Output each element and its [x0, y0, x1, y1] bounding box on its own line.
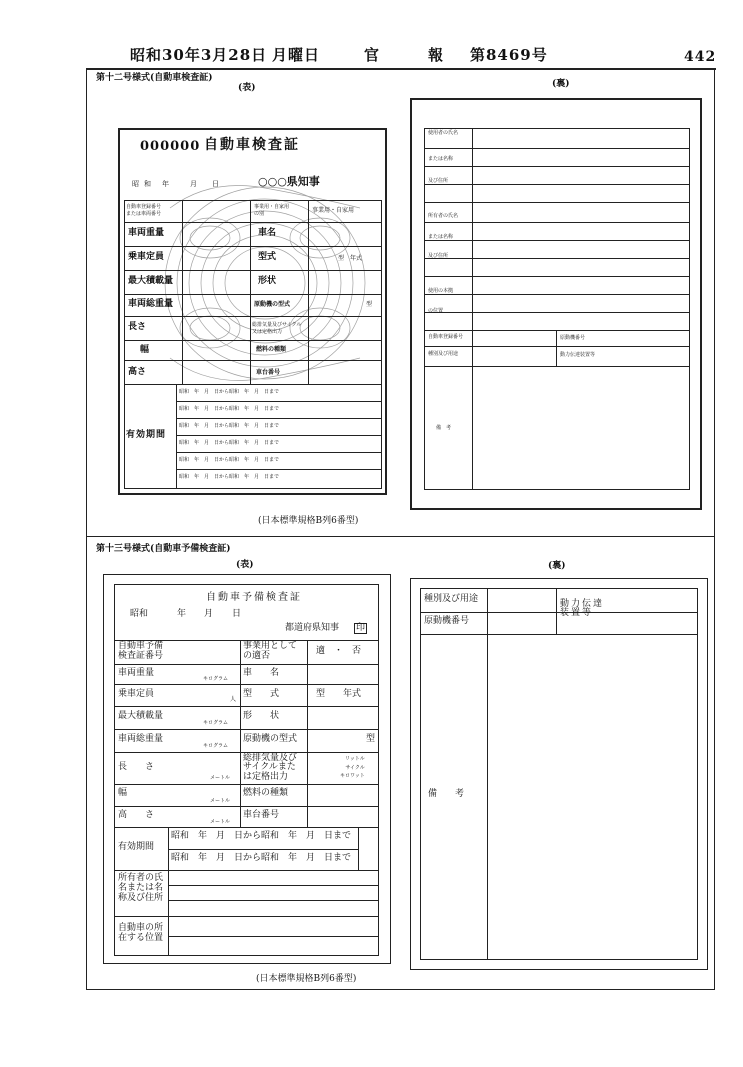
form13-row-4-left: 最大積載量: [118, 711, 164, 721]
form12-issuer: ○○○県知事: [258, 175, 320, 188]
form13-owner-label: 所有者の氏 名または名 称及び住所: [118, 873, 164, 903]
form13-row-6-mid: 総排気量及び サイクルまた は定格出力: [243, 753, 298, 782]
form12-back-vline: [472, 128, 473, 490]
form13-row-5-unit: キログラム: [203, 743, 228, 749]
form13-back-kind: 種別及び用途: [424, 594, 479, 604]
form12-date-4: 月: [190, 180, 197, 188]
form13-loc-line-1: [168, 936, 379, 937]
form12-back-h12: [424, 346, 690, 347]
section-divider: [86, 536, 715, 537]
form13-grid-v1: [240, 640, 241, 827]
form13-back-engine: 原動機番号: [424, 616, 470, 626]
form13-back-v2: [556, 588, 557, 634]
form13-row-6-left: 長 さ: [118, 762, 155, 772]
form12-back-h8: [424, 276, 690, 277]
form13-date-4: 日: [232, 609, 242, 619]
form13-validity-1: 昭和 年 月 日から昭和 年 月 日まで: [171, 831, 352, 841]
form13-grid-h10: [168, 849, 358, 850]
form12-grid-v5: [381, 200, 382, 488]
form13-row-4-unit: キログラム: [203, 720, 228, 726]
form12-footer: (日本標準規格B列6番型): [258, 516, 359, 526]
form12-back-h2: [424, 166, 690, 167]
form13-row-8-mid: 車台番号: [243, 810, 280, 820]
form12-back-h10: [424, 312, 690, 313]
outer-frame-top: [86, 68, 716, 70]
form13-row-3-right: 型 年式: [316, 689, 362, 699]
form12-date-2: 和: [144, 180, 151, 188]
form12-grid-h5: [124, 294, 382, 295]
form12-row-2-mid: 車名: [258, 228, 277, 238]
form12-date-3: 年: [162, 180, 169, 188]
form12-validity-3: 昭和 年 月 日から昭和 年 月 日まで: [179, 423, 280, 429]
form12-row-3-mid: 型式: [258, 252, 277, 262]
form12-row-8-left: 高さ: [128, 367, 147, 377]
form12-grid-v1: [124, 200, 125, 488]
form12-date-5: 日: [212, 180, 219, 188]
form12-back-notes: 備 考: [436, 425, 452, 431]
header-page: 442: [684, 49, 717, 65]
form12-row-1-right: 事業用・自家用: [312, 207, 355, 214]
form12-grid-h10: [124, 488, 382, 489]
form12-row-5-right: 型: [366, 301, 373, 308]
form12-back-h3: [424, 184, 690, 185]
form12-back-h6: [424, 240, 690, 241]
form12-back-row-7: 使用の本拠: [428, 288, 454, 294]
form13-row-7-mid: 燃料の種類: [243, 788, 289, 798]
form13-row-1-right: 適 ・ 否: [316, 646, 362, 656]
form12-back-row-2: または名称: [428, 156, 454, 162]
form12-back-vmid: [556, 330, 557, 366]
form12-back-h5: [424, 222, 690, 223]
form13-row-8-unit: メートル: [210, 819, 231, 825]
form12-back-row-3: 及び住所: [428, 178, 449, 184]
form12-grid-v6: [176, 384, 177, 488]
form12-back-row-4: 所有者の氏名: [428, 213, 459, 219]
header-weekday: 月曜日: [272, 46, 321, 64]
form12-title: 第十二号様式(自動車検査証): [96, 73, 213, 83]
form12-validity-label: 有効期間: [126, 430, 167, 440]
form12-grid-v3: [250, 200, 251, 384]
form13-row-7-left: 幅: [118, 788, 128, 798]
form12-cert-number: 000000: [140, 139, 201, 154]
form12-validity-6: 昭和 年 月 日から昭和 年 月 日まで: [179, 474, 280, 480]
form13-row-1-left: 自動車予備 検査証番号: [118, 641, 164, 661]
form13-row-1-mid: 事業用として の適否: [243, 641, 298, 661]
form12-row-5-mid: 原動機の型式: [254, 301, 291, 308]
form13-row-2-mid: 車 名: [243, 668, 280, 678]
form13-row-5-right: 型: [366, 734, 376, 744]
form13-date-1: 昭和: [130, 609, 149, 619]
form12-validity-5: 昭和 年 月 日から昭和 年 月 日まで: [179, 457, 280, 463]
form13-grid-h5: [114, 729, 379, 730]
form12-back-row-8: の位置: [428, 308, 444, 314]
form12-row-3-right: 型 年式: [338, 255, 363, 262]
form13-grid-h7: [114, 784, 379, 785]
form12-row-1-left: 自動車登録番号 または車両番号: [126, 204, 162, 217]
form13-grid-h3: [114, 684, 379, 685]
outer-frame-left: [86, 68, 87, 990]
form12-back-table: [424, 128, 690, 490]
form13-back-power: 動力伝達 装置等: [560, 599, 605, 619]
header-gazette: 官: [364, 46, 381, 64]
form13-back-table: [420, 588, 698, 960]
form12-grid-h4: [124, 270, 382, 271]
form13-row-8-left: 高 さ: [118, 810, 155, 820]
form13-back-h2: [420, 634, 698, 635]
form12-back-power: 動力伝達装置等: [560, 352, 596, 358]
form13-date-3: 月: [204, 609, 214, 619]
form12-back-row-6: 及び住所: [428, 253, 449, 259]
form12-validity-line-2: [176, 418, 382, 419]
form13-row-2-unit: キログラム: [203, 676, 228, 682]
form12-row-8-mid: 車台番号: [256, 369, 281, 376]
form12-back-h4: [424, 202, 690, 203]
form12-grid-h3: [124, 246, 382, 247]
form13-location-label: 自動車の所 在する位置: [118, 923, 164, 943]
form13-back-h1: [420, 612, 698, 613]
outer-frame-right: [714, 68, 715, 990]
form12-back-h7: [424, 258, 690, 259]
form12-back-h11: [424, 330, 690, 331]
form12-validity-1: 昭和 年 月 日から昭和 年 月 日まで: [179, 389, 280, 395]
form12-validity-line-3: [176, 435, 382, 436]
form13-back-notes: 備 考: [428, 789, 465, 799]
form13-grid-h11: [114, 870, 379, 871]
form13-row-3-left: 乗車定員: [118, 689, 155, 699]
form12-grid-h9: [124, 384, 382, 385]
form13-row-2-left: 車両重量: [118, 668, 155, 678]
form13-owner-line-2: [168, 900, 379, 901]
header-gazette-2: 報: [428, 46, 445, 64]
form12-back-row-5: または名称: [428, 234, 454, 240]
form12-grid-h8: [124, 360, 382, 361]
form12-grid-h7: [124, 340, 382, 341]
form13-grid-h4: [114, 706, 379, 707]
form12-back-engine: 原動機番号: [560, 335, 586, 341]
form13-grid-v4: [358, 827, 359, 870]
form12-validity-2: 昭和 年 月 日から昭和 年 月 日まで: [179, 406, 280, 412]
form12-validity-line-4: [176, 452, 382, 453]
form12-validity-4: 昭和 年 月 日から昭和 年 月 日まで: [179, 440, 280, 446]
form12-back-h9: [424, 294, 690, 295]
form13-grid-v2: [307, 640, 308, 827]
form12-row-3-left: 乗車定員: [128, 252, 165, 262]
form13-row-6-right: リットル サイクル キロワット: [340, 756, 365, 779]
form13-back-label: (裏): [548, 561, 566, 571]
header-issue: 第8469号: [470, 46, 548, 64]
form13-row-3-mid: 型 式: [243, 689, 280, 699]
form13-row-5-mid: 原動機の型式: [243, 734, 298, 744]
form12-grid-h1: [124, 200, 382, 201]
form13-grid-v5: [168, 870, 169, 956]
form13-validity-2: 昭和 年 月 日から昭和 年 月 日まで: [171, 853, 352, 863]
form13-grid-h9: [114, 827, 379, 828]
form13-seal: 印: [356, 623, 366, 633]
form12-grid-h2: [124, 222, 382, 223]
form12-cert-title: 自動車検査証: [204, 137, 300, 153]
form12-row-6-mid: 総排気量及びサイクル又は定格出力: [252, 322, 302, 335]
form13-date-2: 年: [177, 609, 187, 619]
outer-frame-bottom: [86, 989, 715, 990]
form12-row-4-mid: 形状: [258, 276, 277, 286]
form13-row-4-mid: 形 状: [243, 711, 280, 721]
form12-row-7-mid: 燃料の種類: [256, 346, 287, 353]
form12-grid-v4: [308, 200, 309, 384]
form13-grid-h2: [114, 664, 379, 665]
form12-back-kind: 種別及び用途: [428, 351, 459, 357]
form13-front-label: (表): [236, 560, 254, 570]
form13-title: 第十三号様式(自動車予備検査証): [96, 544, 231, 554]
form13-row-6-unit: メートル: [210, 775, 231, 781]
form12-date-1: 昭: [132, 180, 139, 188]
form13-row-7-unit: メートル: [210, 798, 231, 804]
form12-grid-v2: [182, 200, 183, 384]
form12-row-5-left: 車両総重量: [128, 299, 174, 309]
form13-back-v1: [487, 588, 488, 960]
form12-back-reg: 自動車登録番号: [428, 334, 464, 340]
form13-issuer: 都道府県知事: [285, 623, 340, 633]
form12-grid-h6: [124, 316, 382, 317]
form13-footer: (日本標準規格B列6番型): [256, 974, 357, 984]
form13-validity-label: 有効期間: [118, 842, 155, 852]
form12-row-4-left: 最大積載量: [128, 276, 174, 286]
form13-row-3-unit: 人: [230, 696, 237, 703]
form12-validity-line-1: [176, 401, 382, 402]
form12-row-2-left: 車両重量: [128, 228, 165, 238]
form12-front-label: (表): [238, 83, 256, 93]
form12-back-label: (裏): [552, 79, 570, 89]
form12-back-h1: [424, 148, 690, 149]
form13-grid-h12: [114, 916, 379, 917]
form13-grid-h8: [114, 806, 379, 807]
form12-row-6-left: 長さ: [128, 322, 147, 332]
form12-back-row-1: 使用者の氏名: [428, 130, 459, 136]
form12-validity-line-5: [176, 469, 382, 470]
form13-cert-title: 自動車予備検査証: [206, 592, 302, 603]
form13-row-5-left: 車両総重量: [118, 734, 164, 744]
form13-owner-line-1: [168, 885, 379, 886]
form12-back-h13: [424, 366, 690, 367]
form12-row-1-mid: 事業用・自家用 の別: [254, 204, 290, 217]
form12-row-7-left: 幅: [140, 345, 150, 355]
form13-grid-v3: [168, 827, 169, 870]
header-date: 昭和30年3月28日: [130, 46, 268, 64]
